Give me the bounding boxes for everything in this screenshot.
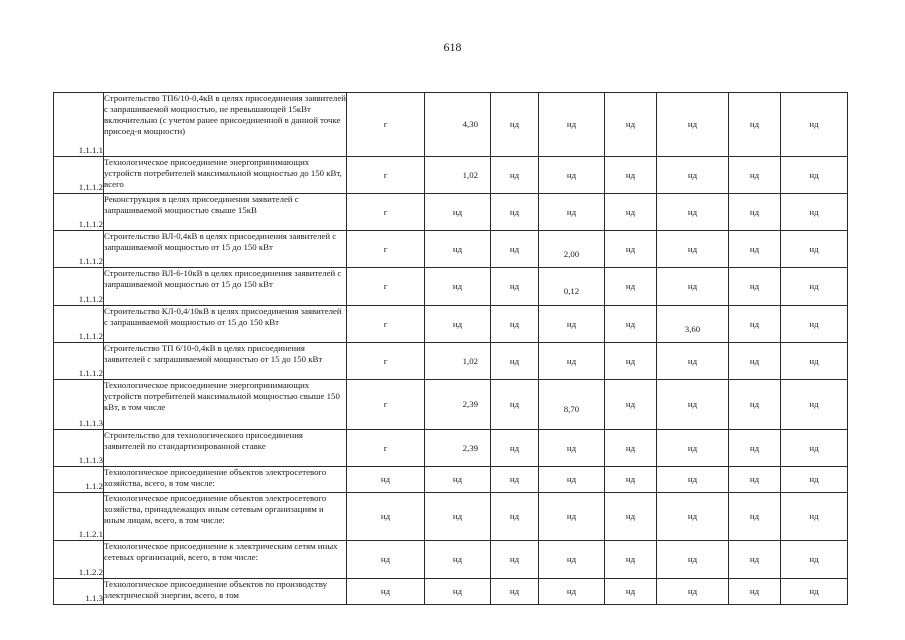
- value-cell: г: [347, 343, 425, 380]
- value-cell: 1,02: [425, 343, 491, 380]
- value-cell: нд: [729, 157, 781, 194]
- value-cell: нд: [539, 493, 605, 541]
- value-cell: нд: [539, 306, 605, 343]
- value-cell: нд: [605, 579, 657, 605]
- value-cell: нд: [729, 579, 781, 605]
- row-code: 1.1.1.3: [54, 430, 104, 467]
- row-code: 1.1.1.2: [54, 231, 104, 268]
- value-cell: нд: [657, 493, 729, 541]
- value-cell: г: [347, 430, 425, 467]
- value-cell: нд: [491, 93, 539, 157]
- value-cell: нд: [781, 268, 848, 306]
- row-code: 1.1.2.1: [54, 493, 104, 541]
- value-cell: нд: [491, 157, 539, 194]
- value-cell: нд: [539, 157, 605, 194]
- value-cell: 1,02: [425, 157, 491, 194]
- value-cell: нд: [491, 306, 539, 343]
- value-cell: нд: [491, 579, 539, 605]
- value-cell: нд: [781, 380, 848, 430]
- value-cell: 2,39: [425, 430, 491, 467]
- table-body: [54, 93, 848, 605]
- row-code: 1.1.2.2: [54, 541, 104, 579]
- value-cell: нд: [491, 268, 539, 306]
- value-cell: нд: [729, 93, 781, 157]
- row-description: Строительство ТП6/10-0,4кВ в целях присоединения заявителей с запрашиваемой мощностью, не превышающей 15кВт включительно (с учетом ранее присоединенной в данной точке присоед-я мощности): [104, 93, 347, 157]
- value-cell: нд: [425, 541, 491, 579]
- value-cell: нд: [425, 194, 491, 231]
- value-cell: нд: [729, 430, 781, 467]
- value-cell: 8,70: [539, 380, 605, 430]
- table-row: [54, 306, 848, 343]
- value-cell: нд: [491, 380, 539, 430]
- value-cell: нд: [657, 467, 729, 493]
- row-description: Строительство для технологического присоединения заявителей по стандартизированной ставке: [104, 430, 347, 467]
- value-cell: нд: [781, 430, 848, 467]
- value-cell: нд: [657, 579, 729, 605]
- value-cell: нд: [729, 493, 781, 541]
- value-cell: нд: [425, 231, 491, 268]
- value-cell: нд: [781, 231, 848, 268]
- value-cell: нд: [781, 93, 848, 157]
- value-cell: г: [347, 268, 425, 306]
- value-cell: 2,39: [425, 380, 491, 430]
- value-cell: нд: [425, 493, 491, 541]
- value-cell: нд: [539, 194, 605, 231]
- value-cell: нд: [781, 343, 848, 380]
- value-cell: нд: [605, 343, 657, 380]
- value-cell: нд: [491, 541, 539, 579]
- row-description: Строительство ТП 6/10-0,4кВ в целях присоединения заявителей с запрашиваемой мощностью от 15 до 150 кВт: [104, 343, 347, 380]
- value-cell: нд: [347, 579, 425, 605]
- row-code: 1.1.1.2: [54, 268, 104, 306]
- value-cell: 0,12: [539, 268, 605, 306]
- value-cell: нд: [657, 268, 729, 306]
- value-cell: нд: [729, 343, 781, 380]
- row-code: 1.1.1.2: [54, 194, 104, 231]
- row-description: Строительство КЛ-0,4/10кВ в целях присоединения заявителей с запрашиваемой мощностью от 15 до 150 кВт: [104, 306, 347, 343]
- value-cell: нд: [605, 93, 657, 157]
- value-cell: нд: [729, 541, 781, 579]
- value-cell: нд: [605, 268, 657, 306]
- value-cell: нд: [657, 541, 729, 579]
- table-row: [54, 579, 848, 605]
- table-row: [54, 380, 848, 430]
- value-cell: г: [347, 380, 425, 430]
- value-cell: г: [347, 231, 425, 268]
- value-cell: нд: [729, 306, 781, 343]
- value-cell: г: [347, 306, 425, 343]
- value-cell: нд: [347, 493, 425, 541]
- value-cell: нд: [425, 306, 491, 343]
- value-cell: нд: [729, 194, 781, 231]
- value-cell: нд: [605, 306, 657, 343]
- row-description: Технологическое присоединение к электрическим сетям иных сетевых организаций, всего, в том числе:: [104, 541, 347, 579]
- value-cell: нд: [657, 430, 729, 467]
- row-description: Технологическое присоединение энергопринимающих устройств потребителей максимальной мощностью до 150 кВт, всего: [104, 157, 347, 194]
- value-cell: нд: [605, 194, 657, 231]
- table-row: [54, 493, 848, 541]
- value-cell: нд: [347, 541, 425, 579]
- value-cell: нд: [491, 343, 539, 380]
- value-cell: нд: [657, 93, 729, 157]
- table-row: [54, 93, 848, 157]
- value-cell: нд: [657, 194, 729, 231]
- row-description: Строительство ВЛ-0,4кВ в целях присоединения заявителей с запрашиваемой мощностью от 15 до 150 кВт: [104, 231, 347, 268]
- table-row: [54, 231, 848, 268]
- value-cell: нд: [657, 380, 729, 430]
- value-cell: нд: [781, 541, 848, 579]
- value-cell: нд: [347, 467, 425, 493]
- value-cell: нд: [425, 467, 491, 493]
- value-cell: нд: [605, 157, 657, 194]
- row-description: Технологическое присоединение объектов электросетевого хозяйства, всего, в том числе:: [104, 467, 347, 493]
- row-code: 1.1.1.3: [54, 380, 104, 430]
- table-row: [54, 268, 848, 306]
- value-cell: нд: [729, 467, 781, 493]
- value-cell: нд: [491, 231, 539, 268]
- value-cell: нд: [729, 268, 781, 306]
- value-cell: нд: [539, 343, 605, 380]
- row-description: Реконструкция в целях присоединения заявителей с запрашиваемой мощностью свыше 15кВ: [104, 194, 347, 231]
- value-cell: нд: [781, 157, 848, 194]
- value-cell: нд: [781, 306, 848, 343]
- value-cell: нд: [605, 380, 657, 430]
- value-cell: г: [347, 93, 425, 157]
- page-number: 618: [443, 40, 462, 54]
- row-code: 1.1.2: [54, 467, 104, 493]
- value-cell: нд: [781, 194, 848, 231]
- table-row: [54, 194, 848, 231]
- value-cell: 2,00: [539, 231, 605, 268]
- value-cell: г: [347, 157, 425, 194]
- value-cell: нд: [657, 157, 729, 194]
- value-cell: нд: [781, 493, 848, 541]
- value-cell: нд: [605, 231, 657, 268]
- value-cell: нд: [605, 493, 657, 541]
- value-cell: нд: [539, 93, 605, 157]
- row-code: 1.1.3: [54, 579, 104, 605]
- value-cell: нд: [729, 380, 781, 430]
- row-description: Технологическое присоединение объектов по производству электрической энергии, всего, в том: [104, 579, 347, 605]
- value-cell: нд: [539, 430, 605, 467]
- value-cell: нд: [605, 467, 657, 493]
- value-cell: нд: [781, 467, 848, 493]
- value-cell: нд: [539, 541, 605, 579]
- row-code: 1.1.1.2: [54, 343, 104, 380]
- value-cell: нд: [491, 430, 539, 467]
- table-row: [54, 541, 848, 579]
- investment-program-table: [53, 92, 848, 605]
- table-row: [54, 467, 848, 493]
- value-cell: нд: [491, 194, 539, 231]
- row-description: Строительство ВЛ-6-10кВ в целях присоединения заявителей с запрашиваемой мощностью от 15 до 150 кВт: [104, 268, 347, 306]
- table-row: [54, 343, 848, 380]
- value-cell: нд: [657, 343, 729, 380]
- row-code: 1.1.1.2: [54, 306, 104, 343]
- value-cell: нд: [729, 231, 781, 268]
- value-cell: 3,60: [657, 306, 729, 343]
- table-row: [54, 430, 848, 467]
- row-description: Технологическое присоединение энергопринимающих устройств потребителей максимальной мощностью свыше 150 кВт, в том числе: [104, 380, 347, 430]
- value-cell: нд: [425, 268, 491, 306]
- value-cell: нд: [605, 430, 657, 467]
- value-cell: нд: [491, 493, 539, 541]
- value-cell: нд: [491, 467, 539, 493]
- row-code: 1.1.1.1: [54, 93, 104, 157]
- value-cell: нд: [781, 579, 848, 605]
- value-cell: 4,30: [425, 93, 491, 157]
- row-description: Технологическое присоединение объектов электросетевого хозяйства, принадлежащих иным сетевым организациям и иным лицам, всего, в том числе:: [104, 493, 347, 541]
- value-cell: нд: [605, 541, 657, 579]
- value-cell: нд: [539, 579, 605, 605]
- table-row: [54, 157, 848, 194]
- value-cell: нд: [539, 467, 605, 493]
- row-code: 1.1.1.2: [54, 157, 104, 194]
- value-cell: нд: [425, 579, 491, 605]
- value-cell: г: [347, 194, 425, 231]
- value-cell: нд: [657, 231, 729, 268]
